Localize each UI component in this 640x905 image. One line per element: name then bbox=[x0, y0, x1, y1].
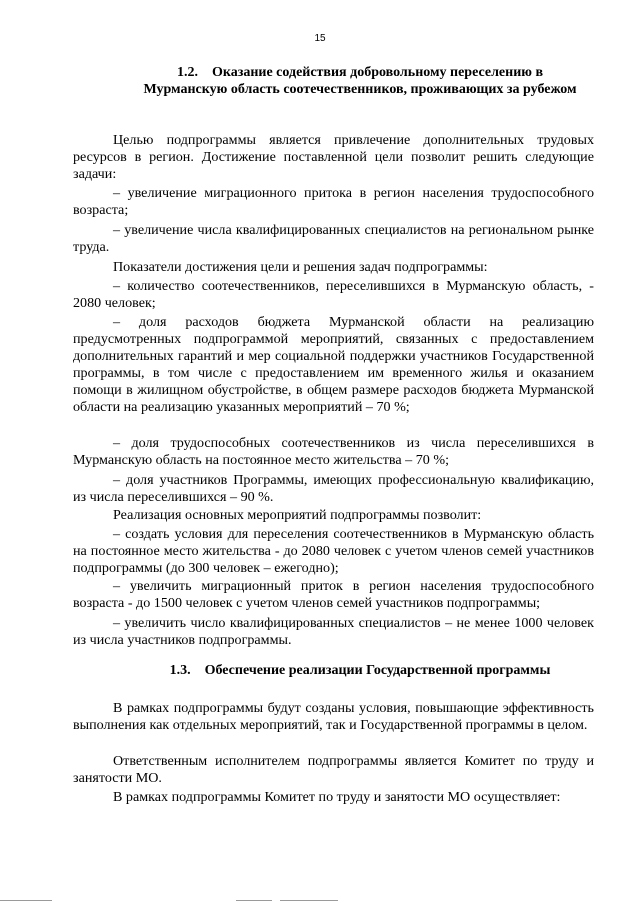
paragraph: Реализация основных мероприятий подпрограммы позволит: bbox=[113, 507, 482, 523]
section-title: Обеспечение реализации Государственной программы bbox=[204, 663, 551, 678]
paragraph-list-item: – увеличить число квалифицированных специалистов – не менее 1000 человек из числа участников подпрограммы. bbox=[73, 615, 594, 648]
paragraph: Целью подпрограммы является привлечение дополнительных трудовых ресурсов в регион. Достижение поставленной цели позволит решить следующие задачи: bbox=[73, 132, 594, 182]
section-number: 1.3. bbox=[169, 663, 191, 678]
section-heading-1-3 bbox=[140, 662, 580, 679]
paragraph: Ответственным исполнителем подпрограммы является Комитет по труду и занятости МО. bbox=[73, 753, 594, 786]
paragraph-list-item: – количество соотечественников, переселившихся в Мурманскую область, - 2080 человек; bbox=[73, 278, 594, 311]
footer-line bbox=[280, 900, 338, 901]
paragraph: В рамках подпрограммы Комитет по труду и занятости МО осуществляет: bbox=[113, 789, 561, 805]
paragraph-list-item: – увеличить миграционный приток в регион населения трудоспособного возраста - до 1500 человек с учетом членов семей участников подпрограммы; bbox=[73, 578, 594, 611]
footer-line bbox=[236, 900, 272, 901]
paragraph: Показатели достижения цели и решения задач подпрограммы: bbox=[113, 259, 488, 275]
footer-line bbox=[0, 900, 52, 901]
paragraph: В рамках подпрограммы будут созданы условия, повышающие эффективность выполнения как отдельных мероприятий, так и Государственной программы в целом. bbox=[73, 700, 594, 733]
paragraph-list-item: – доля участников Программы, имеющих профессиональную квалификацию, из числа переселившихся – 90 %. bbox=[73, 472, 594, 505]
section-heading-1-2 bbox=[140, 64, 580, 98]
page-number: 15 bbox=[314, 33, 326, 44]
paragraph-list-item: – доля трудоспособных соотечественников из числа переселившихся в Мурманскую область на постоянное место жительства – 70 %; bbox=[73, 435, 594, 468]
section-number: 1.2. bbox=[176, 65, 198, 80]
paragraph-list-item: – доля расходов бюджета Мурманской области на реализацию предусмотренных подпрограммой мероприятий, связанных с предоставлением дополнительных гарантий и мер социальной поддержки участников Государственной программы, в том числе с предоставлением им временного жилья и оказанием помощи в жилищном обустройстве, в общем размере расходов бюджета Мурманской области на реализацию указанных мероприятий – 70 %; bbox=[73, 314, 594, 415]
paragraph-list-item: – увеличение миграционного притока в регион населения трудоспособного возраста; bbox=[73, 185, 594, 218]
paragraph-list-item: – увеличение числа квалифицированных специалистов на региональном рынке труда. bbox=[73, 222, 594, 255]
paragraph-list-item: – создать условия для переселения соотечественников в Мурманскую область на постоянное место жительства - до 2080 человек с учетом членов семей участников подпрограммы (до 300 человек – ежегодно); bbox=[73, 526, 594, 576]
section-title: Оказание содействия добровольному переселению в Мурманскую область соотечественников, проживающих за рубежом bbox=[143, 65, 577, 97]
